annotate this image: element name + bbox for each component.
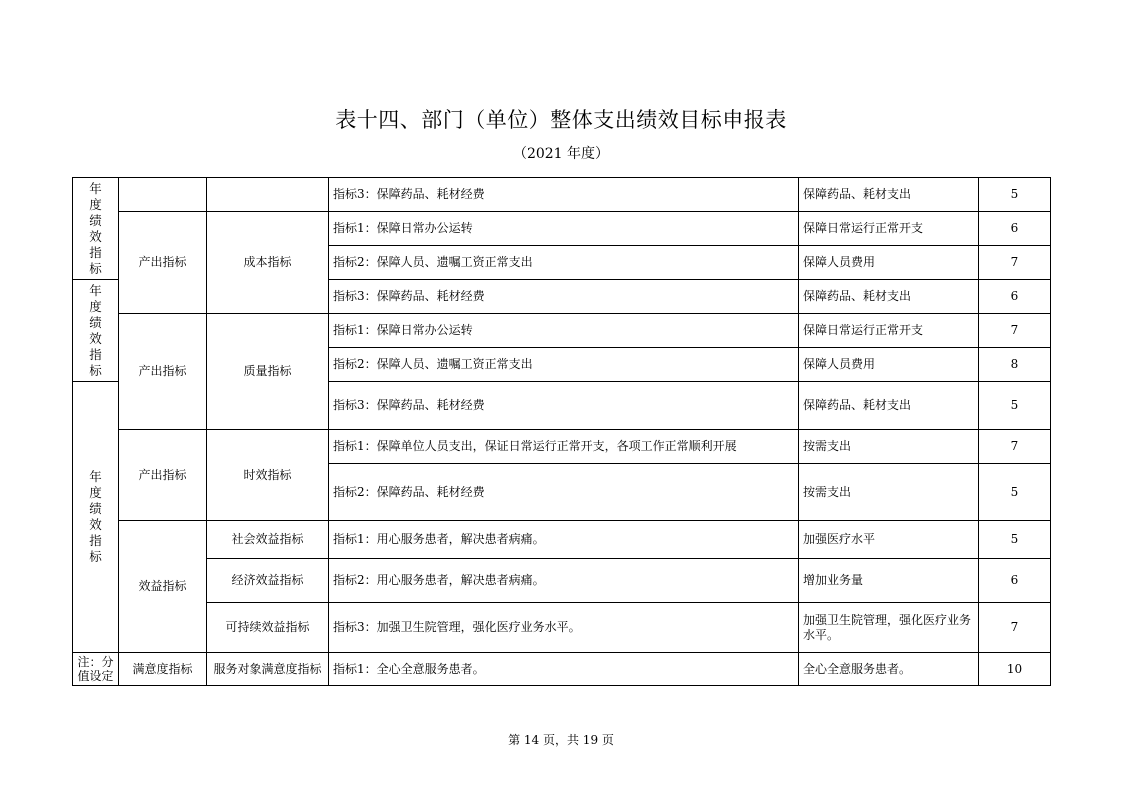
indicator-cell: 指标1：全心全意服务患者。	[329, 653, 799, 686]
score-cell: 7	[979, 603, 1051, 653]
level1-cell: 效益指标	[119, 521, 207, 653]
level1-cell: 产出指标	[119, 212, 207, 314]
score-cell: 6	[979, 212, 1051, 246]
vertical-label-b: 年 度 绩 效 指 标	[73, 280, 119, 382]
indicator-cell: 指标1：保障单位人员支出，保证日常运行正常开支，各项工作正常顺利开展	[329, 430, 799, 464]
target-cell: 保障日常运行正常开支	[799, 314, 979, 348]
page-title: 表十四、部门（单位）整体支出绩效目标申报表	[335, 108, 787, 132]
level2-cell: 时效指标	[207, 430, 329, 521]
score-cell: 6	[979, 280, 1051, 314]
table-row	[73, 212, 1051, 246]
level1-cell: 满意度指标	[119, 653, 207, 686]
score-cell: 8	[979, 348, 1051, 382]
target-cell: 保障日常运行正常开支	[799, 212, 979, 246]
score-cell: 5	[979, 178, 1051, 212]
indicator-cell: 指标2：保障药品、耗材经费	[329, 464, 799, 521]
level2-cell: 经济效益指标	[207, 559, 329, 603]
score-cell: 5	[979, 464, 1051, 521]
indicator-cell: 指标3：保障药品、耗材经费	[329, 382, 799, 430]
score-cell: 5	[979, 382, 1051, 430]
level2-cell: 服务对象满意度指标	[207, 653, 329, 686]
score-cell: 7	[979, 246, 1051, 280]
table-row	[73, 430, 1051, 464]
indicator-cell: 指标3：保障药品、耗材经费	[329, 280, 799, 314]
level2-cell: 可持续效益指标	[207, 603, 329, 653]
level2-cell: 社会效益指标	[207, 521, 329, 559]
score-cell: 7	[979, 314, 1051, 348]
target-cell: 增加业务量	[799, 559, 979, 603]
indicator-cell: 指标2：用心服务患者，解决患者病痛。	[329, 559, 799, 603]
page-subtitle: （2021 年度）	[512, 146, 610, 162]
indicator-cell: 指标1：保障日常办公运转	[329, 314, 799, 348]
level1-cell: 产出指标	[119, 314, 207, 430]
score-cell: 10	[979, 653, 1051, 686]
target-cell: 保障人员费用	[799, 246, 979, 280]
target-cell: 保障药品、耗材支出	[799, 178, 979, 212]
level2-cell-empty	[207, 178, 329, 212]
level1-cell-empty	[119, 178, 207, 212]
target-cell: 保障人员费用	[799, 348, 979, 382]
indicator-cell: 指标3：加强卫生院管理，强化医疗业务水平。	[329, 603, 799, 653]
target-cell: 全心全意服务患者。	[799, 653, 979, 686]
table-row	[73, 559, 1051, 603]
target-cell: 加强医疗水平	[799, 521, 979, 559]
target-cell: 加强卫生院管理，强化医疗业务水平。	[799, 603, 979, 653]
indicator-cell: 指标2：保障人员、遗嘱工资正常支出	[329, 246, 799, 280]
target-cell: 保障药品、耗材支出	[799, 382, 979, 430]
target-cell: 按需支出	[799, 464, 979, 521]
table-row	[73, 521, 1051, 559]
score-cell: 5	[979, 521, 1051, 559]
page-footer: 第 14 页，共 19 页	[508, 733, 614, 747]
indicator-cell: 指标1：用心服务患者，解决患者病痛。	[329, 521, 799, 559]
table-row	[73, 314, 1051, 348]
target-cell: 保障药品、耗材支出	[799, 280, 979, 314]
note-cell: 注：分值设定	[73, 653, 119, 686]
indicator-cell: 指标2：保障人员、遗嘱工资正常支出	[329, 348, 799, 382]
indicator-cell: 指标1：保障日常办公运转	[329, 212, 799, 246]
level2-cell: 成本指标	[207, 212, 329, 314]
level2-cell: 质量指标	[207, 314, 329, 430]
table-row	[73, 178, 1051, 212]
target-cell: 按需支出	[799, 430, 979, 464]
vertical-label-a: 年 度 绩 效 指 标	[73, 178, 119, 280]
performance-table	[72, 177, 1051, 686]
level1-cell: 产出指标	[119, 430, 207, 521]
score-cell: 7	[979, 430, 1051, 464]
table-row	[73, 603, 1051, 653]
score-cell: 6	[979, 559, 1051, 603]
vertical-label-c: 年 度 绩 效 指 标	[73, 382, 119, 653]
table-row	[73, 653, 1051, 686]
indicator-cell: 指标3：保障药品、耗材经费	[329, 178, 799, 212]
